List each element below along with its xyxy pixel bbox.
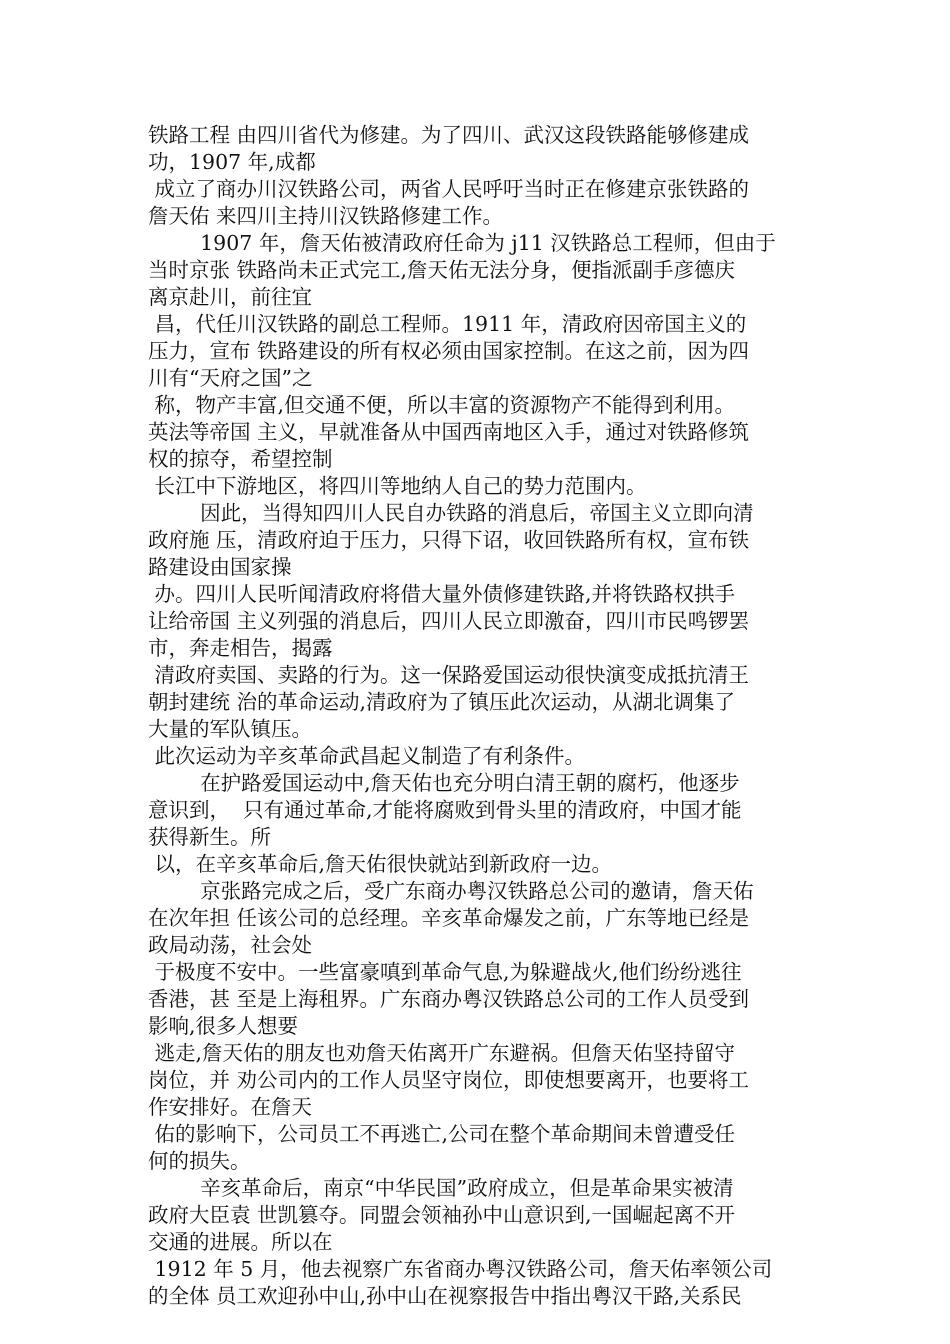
text-line: 压力，宣布 铁路建设的所有权必须由国家控制。在这之前，因为四 [148,339,750,363]
text-line: 权的掠夺，希望控制 [148,447,333,471]
text-line: 办。四川人民听闻清政府将借大量外债修建铁路,并将铁路权拱手 [148,582,736,606]
text-line: 政局动荡，社会处 [148,933,312,957]
text-line: 1912 年 5 月，他去视察广东省商办粤汉铁路公司，詹天佑率领公司 [148,1257,773,1281]
text-line: 成立了商办川汉铁路公司，两省人民呼吁当时正在修建京张铁路的 [148,177,750,201]
text-line: 岗位，并 劝公司内的工作人员坚守岗位，即使想要离开，也要将工 [148,1068,750,1092]
text-line: 大量的军队镇压。 [148,717,312,741]
text-line: 佑的影响下，公司员工不再逃亡,公司在整个革命期间未曾遭受任 [148,1122,736,1146]
text-line: 清政府卖国、卖路的行为。这一保路爱国运动很快演变成抵抗清王 [148,663,750,687]
text-line: 离京赴川，前往宜 [148,285,312,309]
text-line: 功，1907 年,成都 [148,150,316,174]
text-line: 政府大臣袁 世凯篡夺。同盟会领袖孙中山意识到,一国崛起离不开 [148,1203,736,1227]
text-line: 当时京张 铁路尚未正式完工,詹天佑无法分身，便指派副手彦德庆 [148,258,736,282]
body-text [148,122,813,1310]
text-line: 长江中下游地区，将四川等地纳人自己的势力范围内。 [148,474,647,498]
text-line: 以，在辛亥革命后,詹天佑很快就站到新政府一边。 [148,852,613,876]
text-line: 让给帝国 主义列强的消息后，四川人民立即激奋，四川市民鸣锣罢 [148,609,750,633]
text-line: 交通的进展。所以在 [148,1230,333,1254]
text-line: 政府施 压，清政府迫于压力，只得下诏，收回铁路所有权，宣布铁 [148,528,750,552]
text-line: 川有“天府之国”之 [148,366,313,390]
text-line: 获得新生。所 [148,825,271,849]
text-line: 路建设由国家操 [148,555,292,579]
text-line: 1907 年，詹天佑被清政府任命为 j11 汉铁路总工程师，但由于 [148,231,776,255]
text-line: 因此，当得知四川人民自办铁路的消息后，帝国主义立即向清 [148,501,754,525]
text-line: 香港，甚 至是上海租界。广东商办粤汉铁路总公司的工作人员受到 [148,987,750,1011]
text-line: 何的损失。 [148,1149,251,1173]
text-line: 铁路工程 由四川省代为修建。为了四川、武汉这段铁路能够修建成 [148,123,750,147]
text-line: 影响,很多人想要 [148,1014,299,1038]
text-line: 辛亥革命后，南京“中华民国”政府成立，但是革命果实被清 [148,1176,734,1200]
text-line: 称，物产丰富,但交通不便，所以丰富的资源物产不能得到利用。 [148,393,736,417]
text-line: 于极度不安中。一些富豪嗔到革命气息,为躲避战火,他们纷纷逃往 [148,960,742,984]
text-line: 此次运动为辛亥革命武昌起义制造了有利条件。 [148,744,586,768]
text-line: 逃走,詹天佑的朋友也劝詹天佑离开广东避祸。但詹天佑坚持留守 [148,1041,736,1065]
text-line: 京张路完成之后，受广东商办粤汉铁路总公司的邀请，詹天佑 [148,879,754,903]
text-line: 的全体 员工欢迎孙中山,孙中山在视察报告中指出粤汉干路,关系民 [148,1284,742,1308]
text-line: 作安排好。在詹天 [148,1095,312,1119]
text-line: 在护路爱国运动中,詹天佑也充分明白清王朝的腐朽，他逐步 [148,771,740,795]
text-line: 英法等帝国 主义，早就准备从中国西南地区入手，通过对铁路修筑 [148,420,750,444]
text-line: 在次年担 任该公司的总经理。辛亥革命爆发之前，广东等地已经是 [148,906,750,930]
text-line: 朝封建统 治的革命运动,清政府为了镇压此次运动，从湖北调集了 [148,690,736,714]
text-line: 詹天佑 来四川主持川汉铁路修建工作。 [148,204,504,228]
text-line: 昌，代任川汉铁路的副总工程师。1911 年，清政府因帝国主义的 [148,312,747,336]
text-line: 市，奔走相告，揭露 [148,636,333,660]
text-line: 意识到， 只有通过革命,才能将腐败到骨头里的清政府，中国才能 [148,798,742,822]
